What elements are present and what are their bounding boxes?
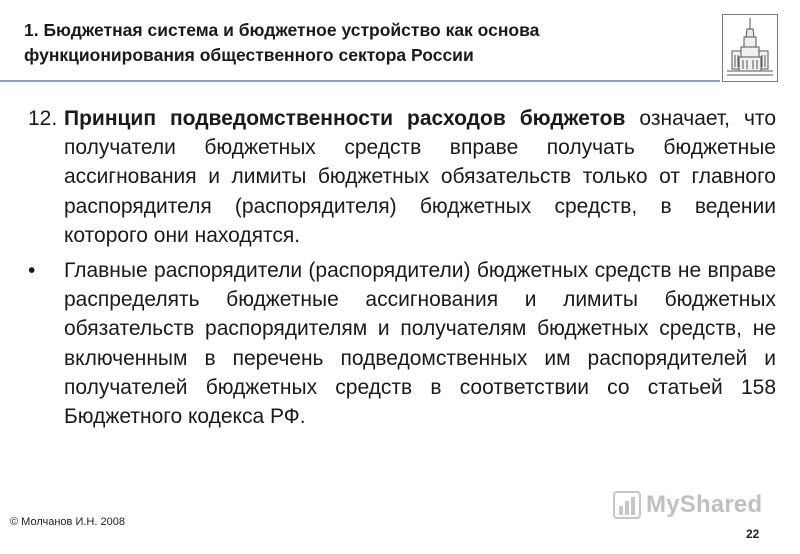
- page-number: 22: [746, 527, 760, 541]
- watermark-text: MyShared: [646, 491, 763, 518]
- bullet-text: Главные распорядители (распорядители) бюджетных средств не вправе распределять бюджетные ассигнования и лимиты бюджетных обязательств распорядителям и получателям бюджетных средств, не включенным в перечень подведомственных им распорядителей и получателей бюджетных средств в соответствии со статьей 158 Бюджетного кодекса РФ.: [64, 259, 776, 429]
- principle-text: означает, что получатели бюджетных средств вправе получать бюджетные ассигнования и лимиты бюджетных обязательств только от главного распорядителя (распорядителя) бюджетных средств, в ведении которого они находятся.: [64, 107, 776, 247]
- principle-heading: Принцип подведомственности расходов бюджетов: [64, 107, 626, 130]
- bar-chart-icon: [612, 490, 642, 520]
- slide-title-line-2: функционирования общественного сектора России: [24, 45, 474, 65]
- msu-building-icon: [723, 15, 777, 81]
- bullet-item: [28, 256, 776, 431]
- principle-number: 12.: [28, 107, 58, 130]
- copyright: © Молчанов И.Н. 2008: [10, 516, 125, 528]
- header-divider: [0, 80, 720, 82]
- msu-logo: [722, 14, 778, 82]
- bullet-symbol: •: [28, 259, 36, 283]
- principle-12: [28, 104, 776, 250]
- slide-title-line-1: 1. Бюджетная система и бюджетное устройство как основа: [24, 20, 540, 40]
- watermark: [612, 490, 762, 520]
- slide-body: [28, 104, 776, 431]
- slide-title: [24, 18, 694, 68]
